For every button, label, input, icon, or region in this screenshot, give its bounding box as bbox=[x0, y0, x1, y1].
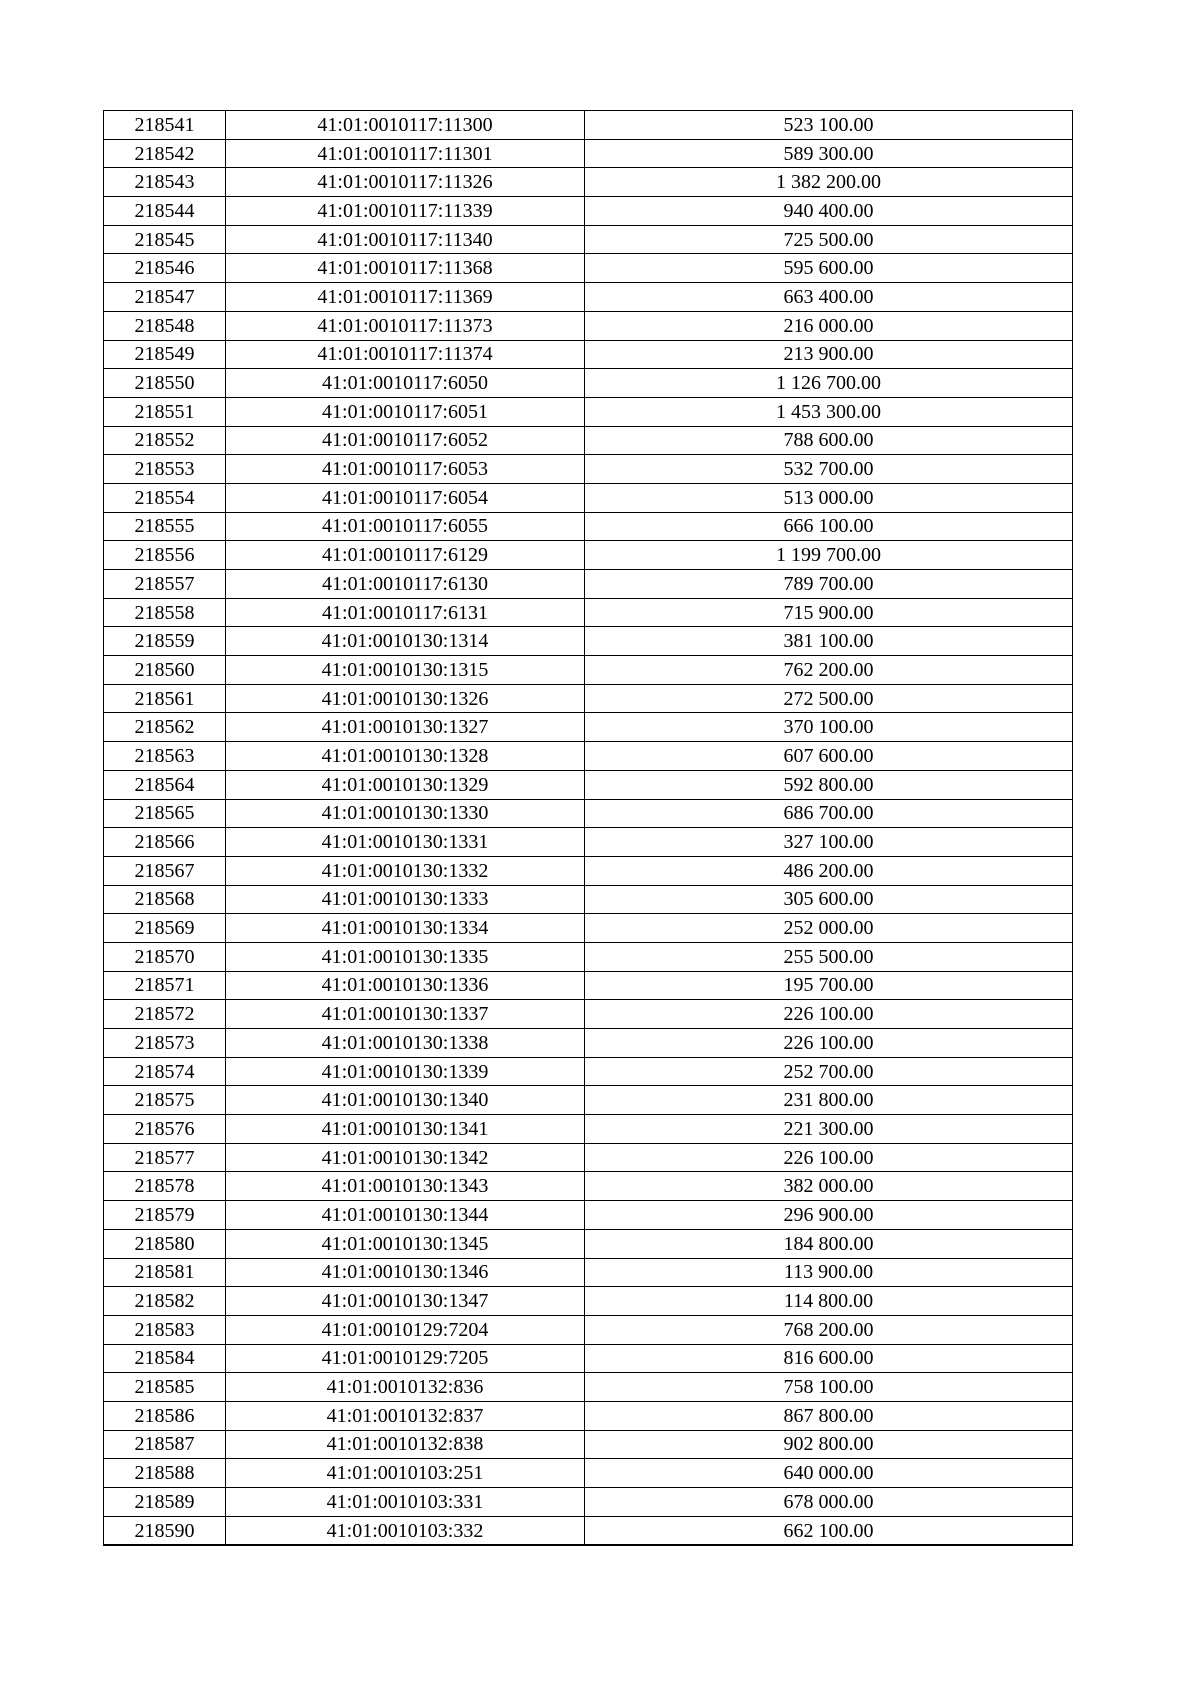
cadastral-value-cell: 762 200.00 bbox=[585, 656, 1073, 685]
cadastral-number-cell: 41:01:0010117:11339 bbox=[226, 197, 585, 226]
row-number-cell: 218568 bbox=[104, 885, 226, 914]
cadastral-number-cell: 41:01:0010130:1334 bbox=[226, 914, 585, 943]
cadastral-number-cell: 41:01:0010117:6052 bbox=[226, 426, 585, 455]
cadastral-number-cell: 41:01:0010117:6051 bbox=[226, 397, 585, 426]
row-number-cell: 218557 bbox=[104, 570, 226, 599]
row-number-cell: 218564 bbox=[104, 770, 226, 799]
cadastral-number-cell: 41:01:0010129:7204 bbox=[226, 1315, 585, 1344]
row-number-cell: 218582 bbox=[104, 1287, 226, 1316]
row-number-cell: 218542 bbox=[104, 139, 226, 168]
cadastral-number-cell: 41:01:0010130:1341 bbox=[226, 1115, 585, 1144]
row-number-cell: 218575 bbox=[104, 1086, 226, 1115]
row-number-cell: 218558 bbox=[104, 598, 226, 627]
row-number-cell: 218578 bbox=[104, 1172, 226, 1201]
table-row bbox=[104, 1516, 1073, 1545]
row-number-cell: 218561 bbox=[104, 684, 226, 713]
cadastral-value-cell: 296 900.00 bbox=[585, 1201, 1073, 1230]
table-row bbox=[104, 1315, 1073, 1344]
cadastral-value-cell: 607 600.00 bbox=[585, 742, 1073, 771]
cadastral-value-cell: 768 200.00 bbox=[585, 1315, 1073, 1344]
cadastral-value-cell: 382 000.00 bbox=[585, 1172, 1073, 1201]
row-number-cell: 218550 bbox=[104, 369, 226, 398]
row-number-cell: 218572 bbox=[104, 1000, 226, 1029]
cadastral-number-cell: 41:01:0010130:1326 bbox=[226, 684, 585, 713]
cadastral-value-cell: 789 700.00 bbox=[585, 570, 1073, 599]
table-row bbox=[104, 1000, 1073, 1029]
cadastral-value-cell: 226 100.00 bbox=[585, 1000, 1073, 1029]
cadastral-number-cell: 41:01:0010130:1336 bbox=[226, 971, 585, 1000]
table-row bbox=[104, 971, 1073, 1000]
row-number-cell: 218577 bbox=[104, 1143, 226, 1172]
row-number-cell: 218545 bbox=[104, 225, 226, 254]
table-row bbox=[104, 139, 1073, 168]
cadastral-number-cell: 41:01:0010117:11368 bbox=[226, 254, 585, 283]
cadastral-value-cell: 940 400.00 bbox=[585, 197, 1073, 226]
table-row bbox=[104, 254, 1073, 283]
table-row bbox=[104, 942, 1073, 971]
cadastral-number-cell: 41:01:0010130:1347 bbox=[226, 1287, 585, 1316]
cadastral-value-cell: 114 800.00 bbox=[585, 1287, 1073, 1316]
cadastral-value-cell: 595 600.00 bbox=[585, 254, 1073, 283]
row-number-cell: 218546 bbox=[104, 254, 226, 283]
cadastral-number-cell: 41:01:0010117:6131 bbox=[226, 598, 585, 627]
row-number-cell: 218586 bbox=[104, 1401, 226, 1430]
row-number-cell: 218569 bbox=[104, 914, 226, 943]
cadastral-value-cell: 788 600.00 bbox=[585, 426, 1073, 455]
cadastral-number-cell: 41:01:0010117:11301 bbox=[226, 139, 585, 168]
table-row bbox=[104, 1401, 1073, 1430]
cadastral-number-cell: 41:01:0010130:1338 bbox=[226, 1029, 585, 1058]
cadastral-value-cell: 381 100.00 bbox=[585, 627, 1073, 656]
cadastral-value-cell: 252 000.00 bbox=[585, 914, 1073, 943]
row-number-cell: 218563 bbox=[104, 742, 226, 771]
table-row bbox=[104, 856, 1073, 885]
cadastral-value-cell: 226 100.00 bbox=[585, 1143, 1073, 1172]
cadastral-number-cell: 41:01:0010130:1315 bbox=[226, 656, 585, 685]
row-number-cell: 218571 bbox=[104, 971, 226, 1000]
table-row bbox=[104, 397, 1073, 426]
cadastral-value-cell: 184 800.00 bbox=[585, 1229, 1073, 1258]
table-row bbox=[104, 1287, 1073, 1316]
cadastral-value-cell: 686 700.00 bbox=[585, 799, 1073, 828]
table-row bbox=[104, 914, 1073, 943]
cadastral-value-table bbox=[103, 110, 1073, 1546]
cadastral-value-cell: 523 100.00 bbox=[585, 111, 1073, 140]
row-number-cell: 218556 bbox=[104, 541, 226, 570]
table-row bbox=[104, 541, 1073, 570]
cadastral-value-cell: 1 126 700.00 bbox=[585, 369, 1073, 398]
cadastral-value-cell: 715 900.00 bbox=[585, 598, 1073, 627]
row-number-cell: 218589 bbox=[104, 1488, 226, 1517]
table-row bbox=[104, 770, 1073, 799]
row-number-cell: 218553 bbox=[104, 455, 226, 484]
cadastral-number-cell: 41:01:0010117:11373 bbox=[226, 311, 585, 340]
table-row bbox=[104, 885, 1073, 914]
cadastral-value-cell: 592 800.00 bbox=[585, 770, 1073, 799]
table-row bbox=[104, 1029, 1073, 1058]
table-row bbox=[104, 225, 1073, 254]
cadastral-value-cell: 867 800.00 bbox=[585, 1401, 1073, 1430]
table-row bbox=[104, 627, 1073, 656]
table-row bbox=[104, 1115, 1073, 1144]
cadastral-value-cell: 532 700.00 bbox=[585, 455, 1073, 484]
cadastral-number-cell: 41:01:0010132:838 bbox=[226, 1430, 585, 1459]
table-row bbox=[104, 369, 1073, 398]
table-row bbox=[104, 168, 1073, 197]
cadastral-number-cell: 41:01:0010132:837 bbox=[226, 1401, 585, 1430]
cadastral-number-cell: 41:01:0010117:6050 bbox=[226, 369, 585, 398]
row-number-cell: 218574 bbox=[104, 1057, 226, 1086]
cadastral-value-cell: 640 000.00 bbox=[585, 1459, 1073, 1488]
row-number-cell: 218559 bbox=[104, 627, 226, 656]
cadastral-value-cell: 662 100.00 bbox=[585, 1516, 1073, 1545]
row-number-cell: 218555 bbox=[104, 512, 226, 541]
cadastral-value-cell: 195 700.00 bbox=[585, 971, 1073, 1000]
table-row bbox=[104, 512, 1073, 541]
row-number-cell: 218541 bbox=[104, 111, 226, 140]
row-number-cell: 218585 bbox=[104, 1373, 226, 1402]
cadastral-number-cell: 41:01:0010117:6130 bbox=[226, 570, 585, 599]
table-row bbox=[104, 1258, 1073, 1287]
cadastral-number-cell: 41:01:0010130:1342 bbox=[226, 1143, 585, 1172]
row-number-cell: 218551 bbox=[104, 397, 226, 426]
row-number-cell: 218544 bbox=[104, 197, 226, 226]
cadastral-number-cell: 41:01:0010130:1337 bbox=[226, 1000, 585, 1029]
cadastral-value-cell: 216 000.00 bbox=[585, 311, 1073, 340]
row-number-cell: 218543 bbox=[104, 168, 226, 197]
table-row bbox=[104, 1344, 1073, 1373]
cadastral-number-cell: 41:01:0010117:11369 bbox=[226, 283, 585, 312]
table-row bbox=[104, 742, 1073, 771]
cadastral-value-cell: 255 500.00 bbox=[585, 942, 1073, 971]
cadastral-number-cell: 41:01:0010103:332 bbox=[226, 1516, 585, 1545]
cadastral-value-cell: 513 000.00 bbox=[585, 483, 1073, 512]
cadastral-number-cell: 41:01:0010130:1331 bbox=[226, 828, 585, 857]
row-number-cell: 218587 bbox=[104, 1430, 226, 1459]
row-number-cell: 218548 bbox=[104, 311, 226, 340]
cadastral-number-cell: 41:01:0010130:1344 bbox=[226, 1201, 585, 1230]
table-row bbox=[104, 684, 1073, 713]
table-row bbox=[104, 799, 1073, 828]
row-number-cell: 218590 bbox=[104, 1516, 226, 1545]
row-number-cell: 218567 bbox=[104, 856, 226, 885]
cadastral-number-cell: 41:01:0010103:251 bbox=[226, 1459, 585, 1488]
table-row bbox=[104, 455, 1073, 484]
row-number-cell: 218580 bbox=[104, 1229, 226, 1258]
row-number-cell: 218552 bbox=[104, 426, 226, 455]
table-row bbox=[104, 197, 1073, 226]
table-row bbox=[104, 656, 1073, 685]
table-row bbox=[104, 483, 1073, 512]
row-number-cell: 218549 bbox=[104, 340, 226, 369]
cadastral-number-cell: 41:01:0010117:6129 bbox=[226, 541, 585, 570]
cadastral-value-cell: 589 300.00 bbox=[585, 139, 1073, 168]
cadastral-number-cell: 41:01:0010117:6054 bbox=[226, 483, 585, 512]
cadastral-value-cell: 327 100.00 bbox=[585, 828, 1073, 857]
cadastral-number-cell: 41:01:0010103:331 bbox=[226, 1488, 585, 1517]
cadastral-number-cell: 41:01:0010130:1343 bbox=[226, 1172, 585, 1201]
table-row bbox=[104, 828, 1073, 857]
cadastral-value-cell: 725 500.00 bbox=[585, 225, 1073, 254]
cadastral-value-cell: 231 800.00 bbox=[585, 1086, 1073, 1115]
cadastral-value-cell: 370 100.00 bbox=[585, 713, 1073, 742]
row-number-cell: 218583 bbox=[104, 1315, 226, 1344]
cadastral-number-cell: 41:01:0010132:836 bbox=[226, 1373, 585, 1402]
row-number-cell: 218570 bbox=[104, 942, 226, 971]
cadastral-number-cell: 41:01:0010117:11340 bbox=[226, 225, 585, 254]
cadastral-value-cell: 902 800.00 bbox=[585, 1430, 1073, 1459]
table-row bbox=[104, 1172, 1073, 1201]
table-row bbox=[104, 1086, 1073, 1115]
cadastral-number-cell: 41:01:0010117:11374 bbox=[226, 340, 585, 369]
cadastral-value-cell: 816 600.00 bbox=[585, 1344, 1073, 1373]
cadastral-value-cell: 226 100.00 bbox=[585, 1029, 1073, 1058]
cadastral-number-cell: 41:01:0010130:1314 bbox=[226, 627, 585, 656]
cadastral-value-cell: 486 200.00 bbox=[585, 856, 1073, 885]
table-row bbox=[104, 1459, 1073, 1488]
cadastral-value-cell: 1 382 200.00 bbox=[585, 168, 1073, 197]
table-row bbox=[104, 1229, 1073, 1258]
cadastral-number-cell: 41:01:0010130:1328 bbox=[226, 742, 585, 771]
table-row bbox=[104, 570, 1073, 599]
row-number-cell: 218554 bbox=[104, 483, 226, 512]
cadastral-number-cell: 41:01:0010129:7205 bbox=[226, 1344, 585, 1373]
row-number-cell: 218588 bbox=[104, 1459, 226, 1488]
cadastral-value-cell: 666 100.00 bbox=[585, 512, 1073, 541]
table-row bbox=[104, 1430, 1073, 1459]
cadastral-number-cell: 41:01:0010130:1329 bbox=[226, 770, 585, 799]
cadastral-number-cell: 41:01:0010130:1332 bbox=[226, 856, 585, 885]
table-row bbox=[104, 1201, 1073, 1230]
cadastral-value-cell: 758 100.00 bbox=[585, 1373, 1073, 1402]
cadastral-number-cell: 41:01:0010130:1330 bbox=[226, 799, 585, 828]
table-row bbox=[104, 1373, 1073, 1402]
cadastral-value-cell: 663 400.00 bbox=[585, 283, 1073, 312]
cadastral-number-cell: 41:01:0010117:11326 bbox=[226, 168, 585, 197]
table-row bbox=[104, 426, 1073, 455]
cadastral-number-cell: 41:01:0010130:1345 bbox=[226, 1229, 585, 1258]
cadastral-value-cell: 113 900.00 bbox=[585, 1258, 1073, 1287]
table-row bbox=[104, 598, 1073, 627]
cadastral-value-cell: 1 453 300.00 bbox=[585, 397, 1073, 426]
cadastral-value-cell: 252 700.00 bbox=[585, 1057, 1073, 1086]
table-row bbox=[104, 713, 1073, 742]
row-number-cell: 218565 bbox=[104, 799, 226, 828]
cadastral-number-cell: 41:01:0010130:1335 bbox=[226, 942, 585, 971]
cadastral-value-cell: 221 300.00 bbox=[585, 1115, 1073, 1144]
cadastral-number-cell: 41:01:0010117:6053 bbox=[226, 455, 585, 484]
cadastral-value-cell: 1 199 700.00 bbox=[585, 541, 1073, 570]
cadastral-value-cell: 678 000.00 bbox=[585, 1488, 1073, 1517]
row-number-cell: 218566 bbox=[104, 828, 226, 857]
cadastral-number-cell: 41:01:0010117:6055 bbox=[226, 512, 585, 541]
cadastral-number-cell: 41:01:0010130:1346 bbox=[226, 1258, 585, 1287]
row-number-cell: 218576 bbox=[104, 1115, 226, 1144]
row-number-cell: 218560 bbox=[104, 656, 226, 685]
cadastral-number-cell: 41:01:0010117:11300 bbox=[226, 111, 585, 140]
table-row bbox=[104, 1143, 1073, 1172]
cadastral-number-cell: 41:01:0010130:1340 bbox=[226, 1086, 585, 1115]
row-number-cell: 218579 bbox=[104, 1201, 226, 1230]
cadastral-value-cell: 213 900.00 bbox=[585, 340, 1073, 369]
row-number-cell: 218547 bbox=[104, 283, 226, 312]
table-body bbox=[104, 111, 1073, 1546]
cadastral-value-cell: 305 600.00 bbox=[585, 885, 1073, 914]
table-row bbox=[104, 311, 1073, 340]
table-row bbox=[104, 340, 1073, 369]
row-number-cell: 218584 bbox=[104, 1344, 226, 1373]
cadastral-number-cell: 41:01:0010130:1333 bbox=[226, 885, 585, 914]
cadastral-value-cell: 272 500.00 bbox=[585, 684, 1073, 713]
table-row bbox=[104, 1057, 1073, 1086]
table-row bbox=[104, 283, 1073, 312]
row-number-cell: 218562 bbox=[104, 713, 226, 742]
row-number-cell: 218573 bbox=[104, 1029, 226, 1058]
table-row bbox=[104, 111, 1073, 140]
row-number-cell: 218581 bbox=[104, 1258, 226, 1287]
table-row bbox=[104, 1488, 1073, 1517]
cadastral-number-cell: 41:01:0010130:1339 bbox=[226, 1057, 585, 1086]
cadastral-number-cell: 41:01:0010130:1327 bbox=[226, 713, 585, 742]
